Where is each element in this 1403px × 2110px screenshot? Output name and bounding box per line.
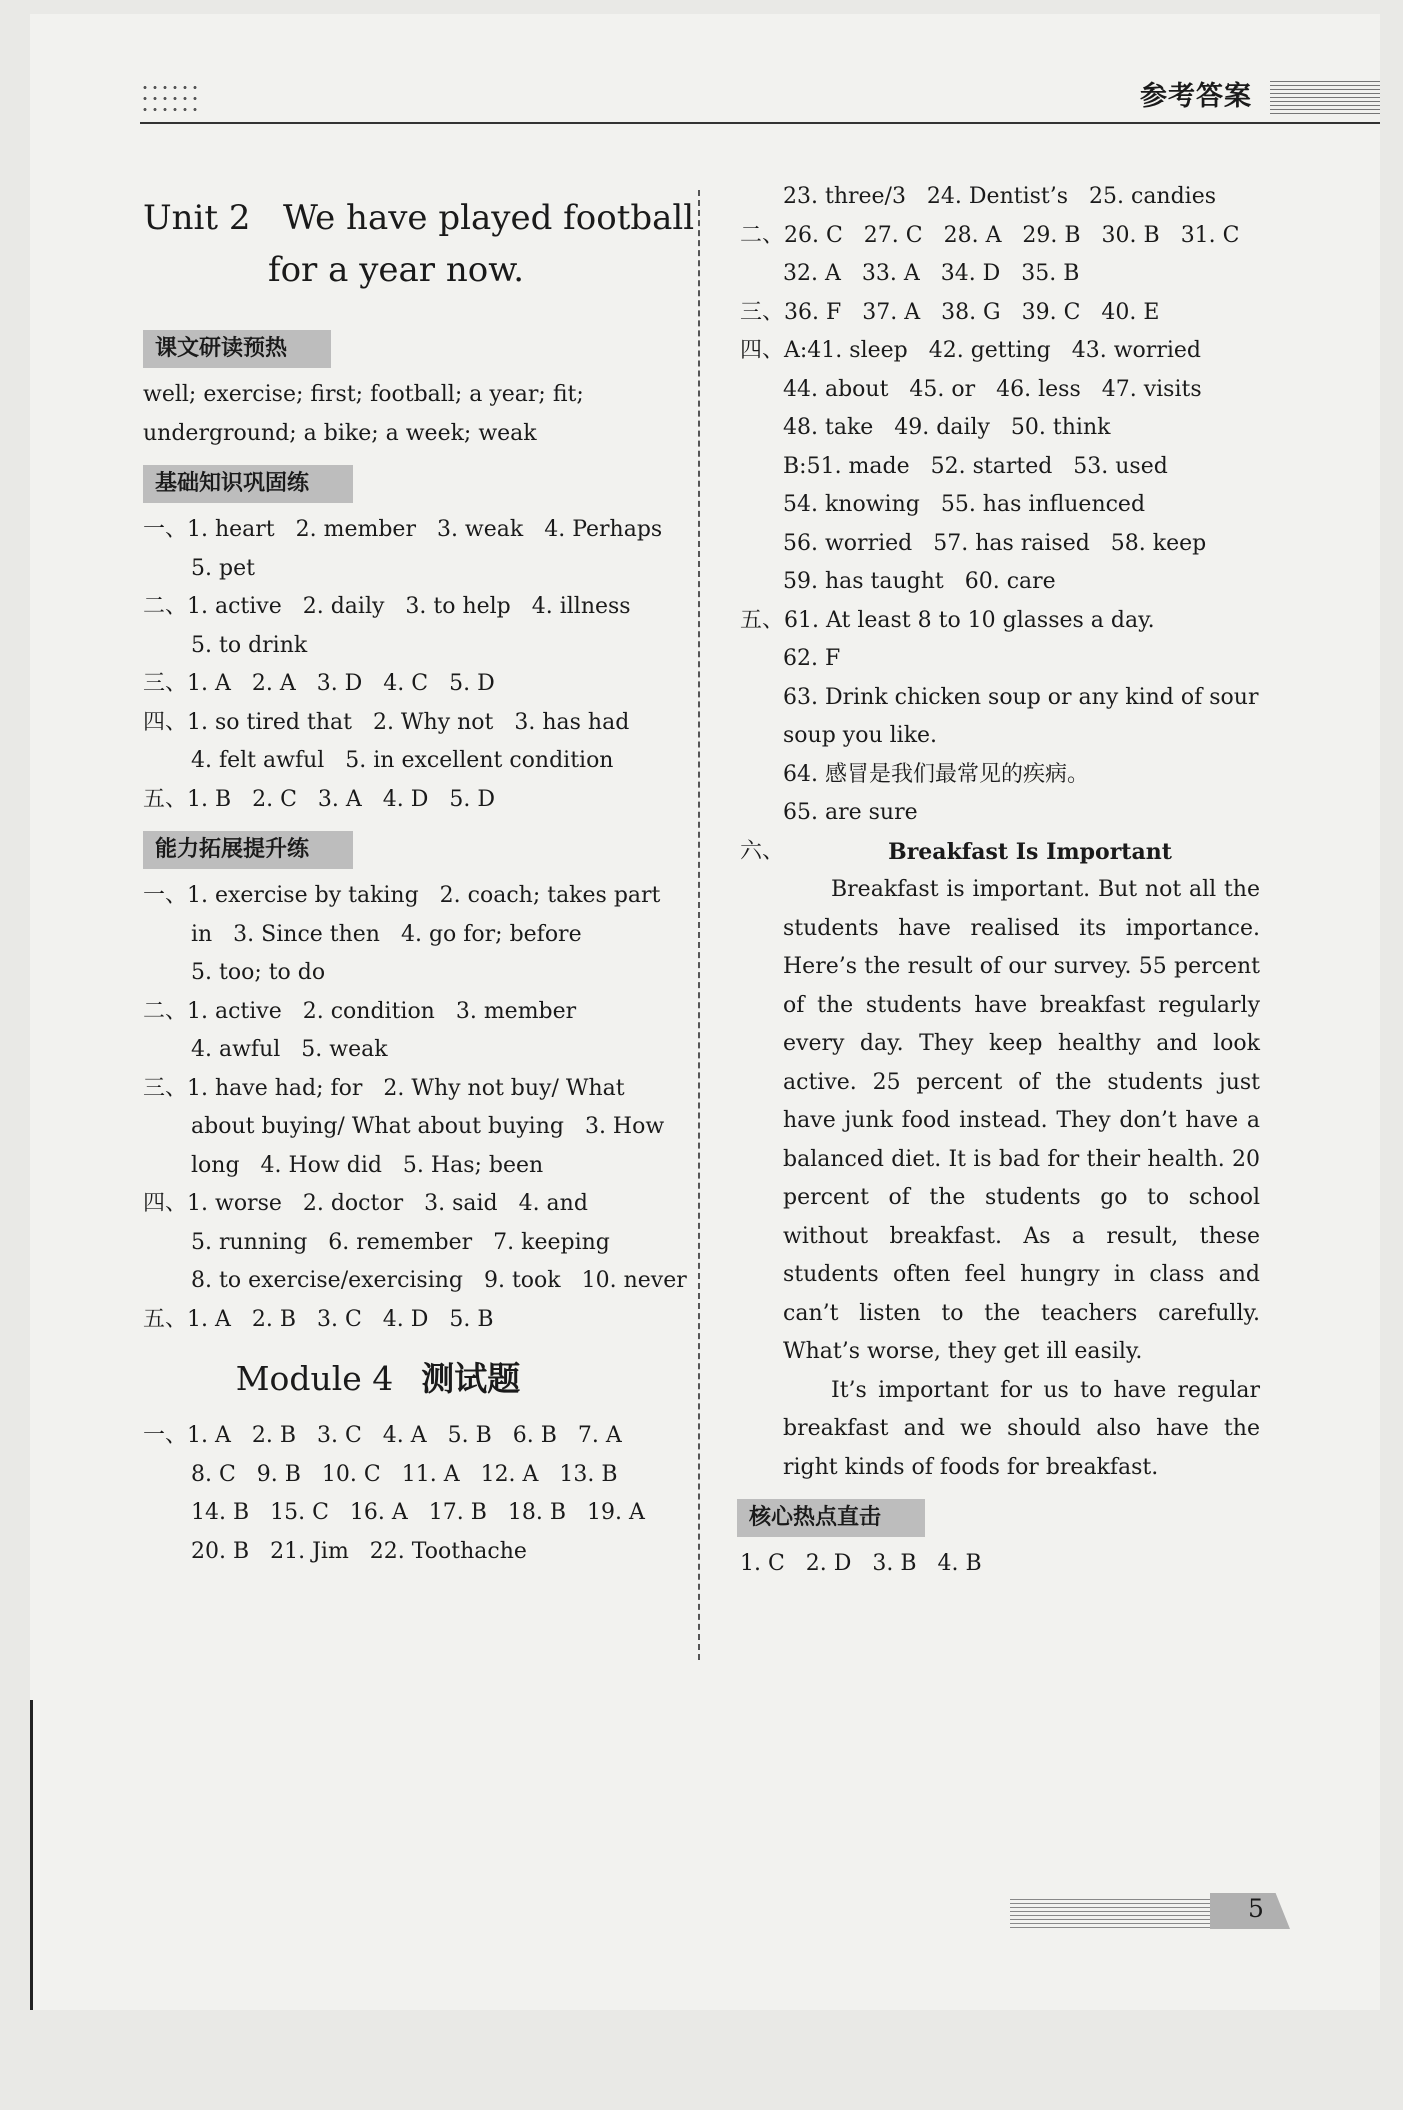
answer-line: 48. take 49. daily 50. think bbox=[783, 415, 1111, 440]
answer-line: 4. awful 5. weak bbox=[191, 1037, 388, 1062]
answer-line: 一、1. A 2. B 3. C 4. A 5. B 6. B 7. A bbox=[143, 1423, 622, 1448]
section-heading: 能力拓展提升练 bbox=[143, 831, 353, 869]
answer-line: 14. B 15. C 16. A 17. B 18. B 19. A bbox=[191, 1500, 645, 1525]
answer-line: 65. are sure bbox=[783, 800, 918, 825]
answer-line: 59. has taught 60. care bbox=[783, 569, 1056, 594]
page-number: 5 bbox=[1248, 1894, 1264, 1923]
section-heading: 基础知识巩固练 bbox=[143, 465, 353, 503]
answer-line: underground; a bike; a week; weak bbox=[143, 420, 537, 446]
answer-line: 23. three/3 24. Dentist’s 25. candies bbox=[783, 184, 1217, 209]
answer-line: 二、1. active 2. daily 3. to help 4. illness bbox=[143, 594, 631, 619]
column-divider bbox=[698, 190, 700, 1660]
answer-line: about buying/ What about buying 3. How bbox=[191, 1114, 665, 1139]
essay-body bbox=[740, 871, 1260, 1487]
answer-line: 20. B 21. Jim 22. Toothache bbox=[191, 1538, 527, 1564]
essay-paragraph: It’s important for us to have regular breakfast and we should also have the right kinds of foods for breakfast. bbox=[783, 1377, 1260, 1480]
answer-line: long 4. How did 5. Has; been bbox=[191, 1152, 544, 1178]
unit-title-line-1: Unit 2 We have played football bbox=[143, 198, 695, 238]
answer-line: 8. to exercise/exercising 9. took 10. never bbox=[191, 1268, 687, 1293]
left-margin-rule bbox=[30, 1700, 33, 2010]
answer-line: 5. too; to do bbox=[191, 960, 326, 985]
answer-line: 三、1. have had; for 2. Why not buy/ What bbox=[143, 1075, 625, 1101]
answer-line: 三、36. F 37. A 38. G 39. C 40. E bbox=[740, 299, 1160, 325]
answer-line: 54. knowing 55. has influenced bbox=[783, 492, 1146, 517]
answer-line: 62. F bbox=[783, 646, 841, 671]
answer-line: 32. A 33. A 34. D 35. B bbox=[783, 261, 1080, 286]
right-column: 23. three/3 24. Dentist’s 25. candies 二、26. C 27. C 28. A 29. B 30. B 31. C 32. A 33. A 34. D 35. B 三、36. F 37. A 38. G 39. C 40. E 四、A:41. sleep 42. getting 43. worried 44. about 45. or 46. less 47. visits 48. take 49. daily 50. think B:51. made 52. started 53. used 54. knowing 55. has influenced 56. worried 57. has raised 58. keep 59. has taught 60. care 五、61. At least 8 to 10 glasses a day. 62. F 63. Drink chicken soup or any kind of sour soup you like. 64. 感冒是我们最常见的疾病。 65. are sure 六、 Breakfast Is Important Breakfast is important. But not all the students have realised its importance. Here’s the result of our survey. 55 percent of the students have breakfast regularly every day. They keep healthy and look active. 25 percent of the students just have junk food instead. They don’t have a balanced diet. It is bad for their health. 20 percent of the students go to school without breakfast. As a result, these students often feel hungry in class and can’t listen to the teachers carefully. What’s worse, they get ill easily. It’s important for us to have regular breakfast and we should also have the right kinds of foods for breakfast. 核心热点直击 1. C 2. D 3. B 4. B bbox=[740, 178, 1260, 1584]
answer-line: well; exercise; first; football; a year; fit; bbox=[143, 382, 584, 407]
essay-title: Breakfast Is Important bbox=[888, 838, 1172, 865]
essay-paragraph: Breakfast is important. But not all the students have realised its importance. Here’s the result of our survey. 55 percent of the students have breakfast regularly every day. They keep healthy and look active. 25 percent of the students just have junk food instead. They don’t have a balanced diet. It is bad for their health. 20 percent of the students go to school without breakfast. As a result, these students often feel hungry in class and can’t listen to the teachers carefully. What’s worse, they get ill easily. bbox=[783, 877, 1260, 1364]
answer-line: B:51. made 52. started 53. used bbox=[783, 453, 1168, 479]
module-title bbox=[143, 1351, 673, 1407]
answer-line: 63. Drink chicken soup or any kind of sour bbox=[783, 684, 1259, 710]
module-title-cn: 测试题 bbox=[421, 1359, 521, 1398]
header-rule bbox=[140, 122, 1380, 124]
answer-line: 44. about 45. or 46. less 47. visits bbox=[783, 376, 1202, 402]
section-heading: 课文研读预热 bbox=[143, 330, 331, 368]
header-title: 参考答案 bbox=[1140, 81, 1252, 112]
answer-line: 五、1. B 2. C 3. A 4. D 5. D bbox=[143, 786, 496, 812]
footer-hatch-pattern bbox=[1010, 1898, 1220, 1928]
answer-line: 二、1. active 2. condition 3. member bbox=[143, 998, 577, 1024]
answer-line: 5. pet bbox=[191, 555, 255, 581]
answer-line: 四、1. so tired that 2. Why not 3. has had bbox=[143, 709, 630, 735]
answer-line: 五、61. At least 8 to 10 glasses a day. bbox=[740, 607, 1155, 633]
answer-line: 5. running 6. remember 7. keeping bbox=[191, 1229, 610, 1255]
answer-line: 三、1. A 2. A 3. D 4. C 5. D bbox=[143, 671, 495, 696]
answer-line: 4. felt awful 5. in excellent condition bbox=[191, 748, 614, 773]
header-hatch-pattern bbox=[1270, 80, 1380, 114]
left-column bbox=[143, 178, 695, 1571]
unit-title-line-2: for a year now. bbox=[268, 250, 525, 290]
answer-line: 8. C 9. B 10. C 11. A 12. A 13. B bbox=[191, 1461, 618, 1487]
answer-line: 四、A:41. sleep 42. getting 43. worried bbox=[740, 338, 1201, 363]
module-title-en: Module 4 bbox=[235, 1359, 394, 1398]
answer-line: in 3. Since then 4. go for; before bbox=[191, 921, 582, 947]
answer-line: 一、1. heart 2. member 3. weak 4. Perhaps bbox=[143, 517, 663, 542]
answer-line: 二、26. C 27. C 28. A 29. B 30. B 31. C bbox=[740, 222, 1240, 248]
unit-title bbox=[143, 192, 695, 296]
header-dot-pattern bbox=[140, 82, 200, 118]
answer-line: 1. C 2. D 3. B 4. B bbox=[740, 1551, 982, 1576]
section-heading: 核心热点直击 bbox=[737, 1499, 925, 1537]
answer-line: soup you like. bbox=[783, 723, 938, 748]
answer-line: 一、1. exercise by taking 2. coach; takes part bbox=[143, 883, 661, 908]
answer-line: 5. to drink bbox=[191, 632, 308, 658]
answer-line: 五、1. A 2. B 3. C 4. D 5. B bbox=[143, 1306, 494, 1332]
answer-line: 四、1. worse 2. doctor 3. said 4. and bbox=[143, 1191, 588, 1216]
answer-line: 56. worried 57. has raised 58. keep bbox=[783, 530, 1207, 556]
answer-line: 64. 感冒是我们最常见的疾病。 bbox=[783, 761, 1089, 787]
